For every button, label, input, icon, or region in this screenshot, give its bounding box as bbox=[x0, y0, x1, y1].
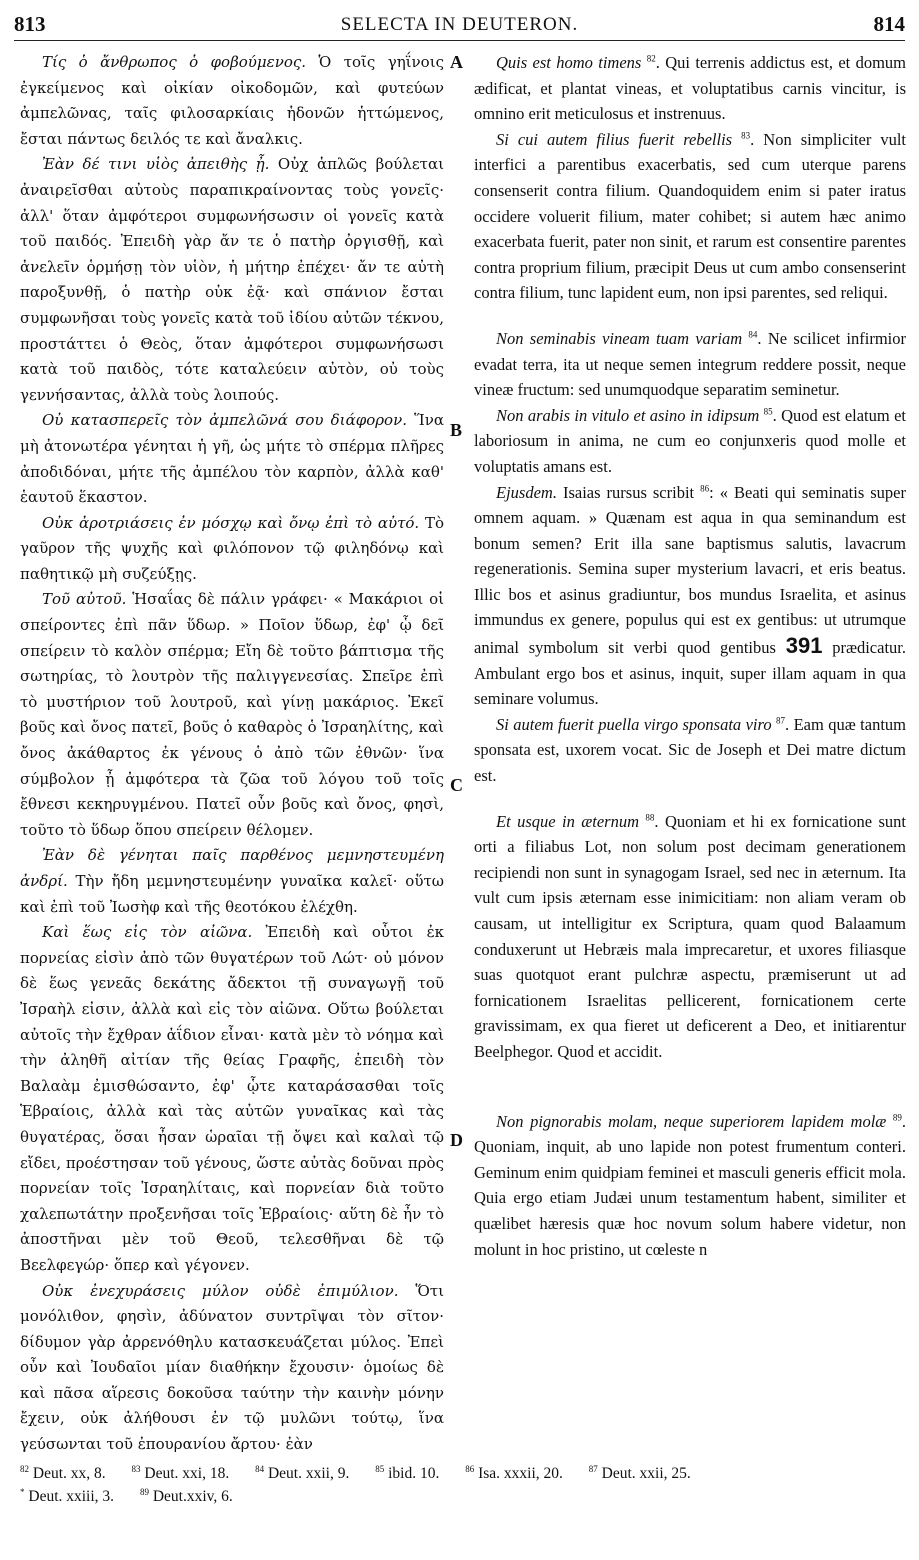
running-title: SELECTA IN DEUTERON. bbox=[340, 14, 579, 35]
footnote-text: Deut. xxi, 18. bbox=[140, 1465, 230, 1482]
latin-paragraph bbox=[474, 1109, 906, 1263]
greek-paragraph bbox=[20, 920, 444, 1278]
footnote bbox=[20, 1488, 114, 1505]
footnote-text: ibid. 10. bbox=[384, 1465, 440, 1482]
greek-text: Τὸ γαῦρον τῆς ψυχῆς καὶ φιλόπονον τῷ φιληδόνῳ καὶ παθητικῷ μὴ συζεύξῃς. bbox=[20, 513, 444, 583]
margin-letter-d: D bbox=[450, 1130, 463, 1150]
footnote-text: Deut. xxii, 25. bbox=[597, 1465, 691, 1482]
footnote-mark: * bbox=[20, 1486, 25, 1497]
greek-text: Ἵνα μὴ ἀτονωτέρα γένηται ἡ γῆ, ὡς μήτε τὸ σπέρμα πλῆρες ἀποδιδόναι, μήτε τῆς ἀμπέλου τὸν καρπὸν, ἀλλὰ καθ' ἑαυτοῦ ἕκαστον. bbox=[20, 411, 444, 507]
footnote bbox=[20, 1465, 106, 1482]
footnote-ref: 87 bbox=[776, 715, 786, 726]
running-header bbox=[14, 10, 905, 41]
footnote-ref: 83 bbox=[741, 130, 751, 141]
footnote bbox=[589, 1465, 691, 1482]
footnote-ref: 85 bbox=[763, 406, 773, 417]
footnotes-line bbox=[20, 1485, 905, 1508]
footnote-mark: 83 bbox=[131, 1463, 141, 1474]
greek-text: Ἡσαΐας δὲ πάλιν γράφει· « Μακάριοι οἱ σπείροντες ἐπὶ πᾶν ὕδωρ. » Ποῖον ὕδωρ, ἐφ' ᾧ δεῖ σπείρειν τὸ καλὸν σπέρμα; Εἴη δὲ τοῦτο βάπτισμα τῆς σωτηρίας, τὸ λουτρὸν τῆς παλιγγενεσίας. Σπεῖρε ἐπὶ τὸ μυστήριον τοῦ λουτροῦ, καὶ γίνῃ μακάριος. Ἐκεῖ βοῦς καὶ ὄνος πατεῖ, βοῦς ὁ καθαρὸς ὁ Ἰσραηλίτης, καὶ ὄνος ἀκάθαρτος ἐκ γένους ὁ ἀπὸ τῶν ἐθνῶν· ἵνα σύμβολον ᾖ ἀμφότερα τὰ ζῶα τοῦ λόγου τοῦ τοῖς ἔθνεσι κεκηρυγμένου. Πατεῖ οὖν βοῦς καὶ ὄνος, φησὶ, τοῦτο τὸ ὕδωρ ὅπου σπείρειν θέλομεν. bbox=[20, 590, 444, 839]
footnote-text: Deut. xxiii, 3. bbox=[24, 1488, 115, 1505]
greek-lemma: Οὐ κατασπερεῖς τὸν ἀμπελῶνά σου διάφορον. bbox=[42, 411, 407, 430]
greek-text: Ὅτι μονόλιθον, φησὶν, ἀδύνατον συντρῖψαι τὸν σῖτον· δίδυμον γὰρ ἀρρενόθηλυ κατασκευάζεται μύλος. Ἐπεὶ οὖν καὶ Ἰουδαῖοι μίαν διαθήκην ἔχουσιν· ὁμοίως δὲ καὶ πᾶσα αἵρεσις δοκοῦσα ταύτην τὴν καινὴν μόνην ἔχειν, οὐκ ἀλήθουσι ἐν τῷ μυλῶνι τούτῳ, ἵνα γεύσωνται τοῦ ἐπουρανίου ἄρτου· ἐὰν bbox=[20, 1281, 445, 1454]
greek-lemma: Καὶ ἕως εἰς τὸν αἰῶνα. bbox=[42, 923, 253, 942]
latin-paragraph bbox=[474, 127, 906, 306]
greek-paragraph bbox=[20, 587, 444, 843]
footnote-ref: 88 bbox=[645, 812, 655, 823]
latin-lemma: Si cui autem filius fuerit rebellis bbox=[496, 129, 733, 149]
footnote-mark: 85 bbox=[375, 1463, 385, 1474]
latin-column bbox=[474, 50, 906, 1262]
inline-page-number: 391 bbox=[785, 633, 823, 659]
footnote bbox=[140, 1488, 233, 1505]
greek-column bbox=[20, 50, 444, 1458]
greek-lemma: Οὐκ ἀροτριάσεις ἐν μόσχῳ καὶ ὄνῳ ἐπὶ τὸ αὐτό. bbox=[42, 513, 420, 532]
greek-paragraph bbox=[20, 50, 444, 152]
footnote-ref: 82 bbox=[646, 53, 656, 64]
latin-paragraph bbox=[474, 403, 906, 480]
greek-paragraph bbox=[20, 1279, 444, 1458]
footnotes bbox=[20, 1462, 905, 1508]
latin-text: Isaias rursus scribit bbox=[556, 482, 695, 502]
footnote-mark: 86 bbox=[465, 1463, 475, 1474]
footnote-ref: 84 bbox=[748, 329, 758, 340]
page-number-right: 814 bbox=[873, 12, 905, 36]
latin-text: : « Beati qui seminatis super omnem aquam. » Quænam est aqua in qua seminandum est bonum semen? Erit illa sane baptismus salutis, lavacrum regenerationis. Semina super mysterium lavacri, et eris beatus. Illic bos et asinus gradiuntur, bos mundus Israelita, et asinus immundus ex genere, populus qui est ex gentibus: ut utrumque animal symbolum sit verbi quod gentibus bbox=[474, 482, 906, 658]
greek-lemma: Ἐὰν δέ τινι υἱὸς ἀπειθὴς ᾖ. bbox=[42, 155, 270, 174]
footnote-text: Deut. xxii, 9. bbox=[264, 1465, 350, 1482]
greek-lemma: Τίς ὁ ἄνθρωπος ὁ φοβούμενος. bbox=[42, 53, 307, 71]
spacer bbox=[474, 306, 906, 326]
margin-letter-c: C bbox=[450, 775, 463, 795]
greek-paragraph bbox=[20, 843, 444, 920]
spacer bbox=[474, 789, 906, 809]
footnote-mark: 87 bbox=[588, 1463, 598, 1474]
latin-paragraph bbox=[474, 326, 906, 403]
greek-paragraph bbox=[20, 152, 444, 408]
latin-paragraph bbox=[474, 712, 906, 789]
greek-lemma: Οὐκ ἐνεχυράσεις μύλον οὐδὲ ἐπιμύλιον. bbox=[42, 1281, 399, 1300]
footnote-ref: 86 bbox=[700, 483, 710, 493]
footnote-text: Deut.xxiv, 6. bbox=[148, 1488, 233, 1505]
greek-lemma: Τοῦ αὐτοῦ. bbox=[42, 590, 127, 609]
greek-text: Οὐχ ἁπλῶς βούλεται ἀναιρεῖσθαι αὐτοὺς παραπικραίνοντας τοὺς γονεῖς· ἀλλ' ὅταν ἀμφότεροι συμφωνήσωσιν οἱ γονεῖς κατὰ τοῦ παιδός. Ἐπειδὴ γὰρ ἄν τε ὁ πατὴρ ὀργισθῇ, καὶ ἀνελεῖν ὁρμήσῃ τὸν υἱὸν, ἡ μήτηρ ἐπέχει· ἄν τε αὐτὴ παροξυνθῇ, ὁ πατὴρ οὐκ ἐᾷ· καὶ σπάνιον ἔσται συμφωνῆσαι τοὺς γονεῖς κατὰ τοῦ ἰδίου αὐτῶν τέκνου, προστάττει ὁ Θεὸς, ὅταν ἀμφότεροι συμφωνήσωσι κατὰ τοῦ παιδὸς, τότε καταλεύειν αὐτὸν, οὐ τοὺς γεννήσαντας, ἀλλὰ τοὺς λοιπούς. bbox=[20, 155, 444, 404]
footnote bbox=[255, 1465, 349, 1482]
footnote bbox=[465, 1465, 563, 1482]
footnote-mark: 84 bbox=[255, 1463, 265, 1474]
latin-text: . Qui terrenis addictus est, et domum ædificat, et plantat vineas, et voluptatibus carnis vincitur, is omnino erit meticulosus et instrenuus. bbox=[474, 53, 907, 124]
latin-text: prædicatur. Ambulant ergo bos et asinus, inquit, super illam aquam in qua seminare volumus. bbox=[474, 638, 907, 709]
greek-text: Ἐπειδὴ καὶ οὗτοι ἐκ πορνείας εἰσὶν ἀπὸ τῶν θυγατέρων τοῦ Λώτ· οὐ μόνον δὲ ἕως γενεᾶς δεκάτης ἄδεκτοι τῇ συναγωγῇ τοῦ Ἰσραὴλ εἰσιν, ἀλλὰ καὶ εἰς τὸν αἰῶνα. Οὕτω βούλεται αὐτοῖς τὴν ἔχθραν ἀΐδιον εἶναι· κατὰ μὲν τὸ νόημα καὶ τὴν ἀληθῆ αἰτίαν τῆς θείας Γραφῆς, ἐπειδὴ τὸν Βαλαὰμ ἐμισθώσαντο, ἐφ' ᾧτε καταράσασθαι τοῖς Ἑβραίοις, ἀλλὰ καὶ τὰς αὐτῶν γυναῖκας καὶ τὰς θυγατέρας, ὅσαι ἦσαν ὡραῖαι τῇ ὄψει καὶ καλαὶ τῷ εἴδει, προέστησαν τοῦ γένους, ὥστε αὐτὰς δοῦναι πρὸς πορνείαν τοῖς Ἰσραηλίταις, καὶ πορνείαν διὰ τοῦτο χαλεπωτάτην προξενῆσαι τοῖς Ἑβραίοις· αὕτη δὲ ἦν τὸ ἀποστῆναι μὲν τοῦ Θεοῦ, τελεσθῆναι δὲ τῷ Βεελφεγώρ· ὅπερ καὶ γέγονεν. bbox=[20, 923, 444, 1274]
latin-text: . Non simpliciter vult interfici a parentibus exacerbatis, sed cum uterque parens consenserit contra filium. Quandoquidem enim si pater iratus occidere voluerit filium, mater cohibet; si autem hæc animo exacerbata fuerit, pater non sinit, et rarum est consentire parentes contra proprium filium, præcipit Deus ut cum ambo consenserint contra filium, tunc lapident eum, non ipsi parentes, sed reliqui. bbox=[474, 129, 907, 303]
footnote-text: Deut. xx, 8. bbox=[29, 1465, 106, 1482]
latin-text: . Ne scilicet infirmior evadat terra, ita ut neque semen integrum reddere possit, neque vineæ fructum: sed unumquodque separatim seminetur. bbox=[474, 328, 906, 400]
latin-text: . Quoniam, inquit, ab uno lapide non potest frumentum conteri. Geminum enim quidpiam feminei et masculi generis efficit mola. Quia ergo etiam Judæi unum testamentum habent, similiter et quælibet hæresis quæ hoc novum solum habere videtur, non molunt in hoc pristino, ut cœleste n bbox=[474, 1111, 907, 1259]
page-number-left: 813 bbox=[14, 12, 46, 36]
latin-lemma: Si autem fuerit puella virgo sponsata viro bbox=[496, 714, 772, 734]
footnote-ref: 89 bbox=[892, 1112, 902, 1123]
latin-lemma: Non arabis in vitulo et asino in idipsum bbox=[496, 405, 760, 425]
footnote bbox=[375, 1465, 439, 1482]
latin-text: . Eam quæ tantum sponsata est, uxorem vocat. Sic de Joseph et Dei matre dictum est. bbox=[474, 714, 906, 786]
latin-text: . Quoniam et hi ex fornicatione sunt orti a filiabus Lot, non solum post decimam generationem recipiendi non sunt in synagogam Israel, sed nec in æternum. Ita vult cum ipsis æternam esse inimicitiam: non aliam veram ob causam, ut intelligitur ex Scriptura, quam quod Balaamum conduxerunt ut Hebræis mala imprecaretur, et uxores filiasque suas quotquot erant pulchræ aspectu, præmiserunt ut ad fornicationem Israelitas pellicerent, fornicationem certe gravissimam, ex qua fieret ut deficerent a Deo, et initiarentur Beelphegor. Quod et accidit. bbox=[474, 811, 906, 1061]
margin-letter-b: B bbox=[450, 420, 463, 440]
latin-paragraph bbox=[474, 480, 906, 712]
footnote-mark: 89 bbox=[139, 1486, 149, 1497]
latin-text: . Quod est elatum et laboriosum in anima, ne cum eo conjunxeris quod molle et voluptatis amans est. bbox=[474, 405, 906, 476]
footnote bbox=[132, 1465, 230, 1482]
latin-lemma: Non seminabis vineam tuam variam bbox=[496, 328, 743, 348]
footnotes-line bbox=[20, 1462, 905, 1485]
greek-paragraph bbox=[20, 408, 444, 510]
footnote-mark: 82 bbox=[20, 1463, 29, 1474]
latin-lemma: Quis est homo timens bbox=[496, 53, 642, 72]
greek-lemma: Ἐὰν δὲ γένηται παῖς παρθένος μεμνηστευμένη ἀνδρί. bbox=[20, 846, 444, 890]
spacer bbox=[474, 1065, 906, 1109]
greek-text: Ὁ τοῖς γηΐνοις ἐγκείμενος καὶ οἰκίαν οἰκοδομῶν, καὶ φυτεύων ἀμπελῶνας, ταῖς φιλοσαρκίαις ἡδονῶν ἡττώμενος, ἔσται πάντως δειλός τε καὶ ἄναλκις. bbox=[20, 53, 444, 148]
greek-paragraph bbox=[20, 511, 444, 588]
latin-lemma: Ejusdem. bbox=[496, 482, 557, 502]
latin-lemma: Non pignorabis molam, neque superiorem lapidem molæ bbox=[496, 1111, 887, 1131]
footnote-text: Isa. xxxii, 20. bbox=[474, 1465, 563, 1482]
latin-paragraph bbox=[474, 809, 906, 1065]
latin-lemma: Et usque in æternum bbox=[496, 811, 639, 831]
margin-letter-a: A bbox=[450, 52, 463, 72]
greek-text: Τὴν ἤδη μεμνηστευμένην γυναῖκα καλεῖ· οὕτω καὶ ἐπὶ τοῦ Ἰωσὴφ καὶ τῆς θεοτόκου ἐλέχθη. bbox=[20, 872, 444, 916]
latin-paragraph bbox=[474, 50, 906, 127]
